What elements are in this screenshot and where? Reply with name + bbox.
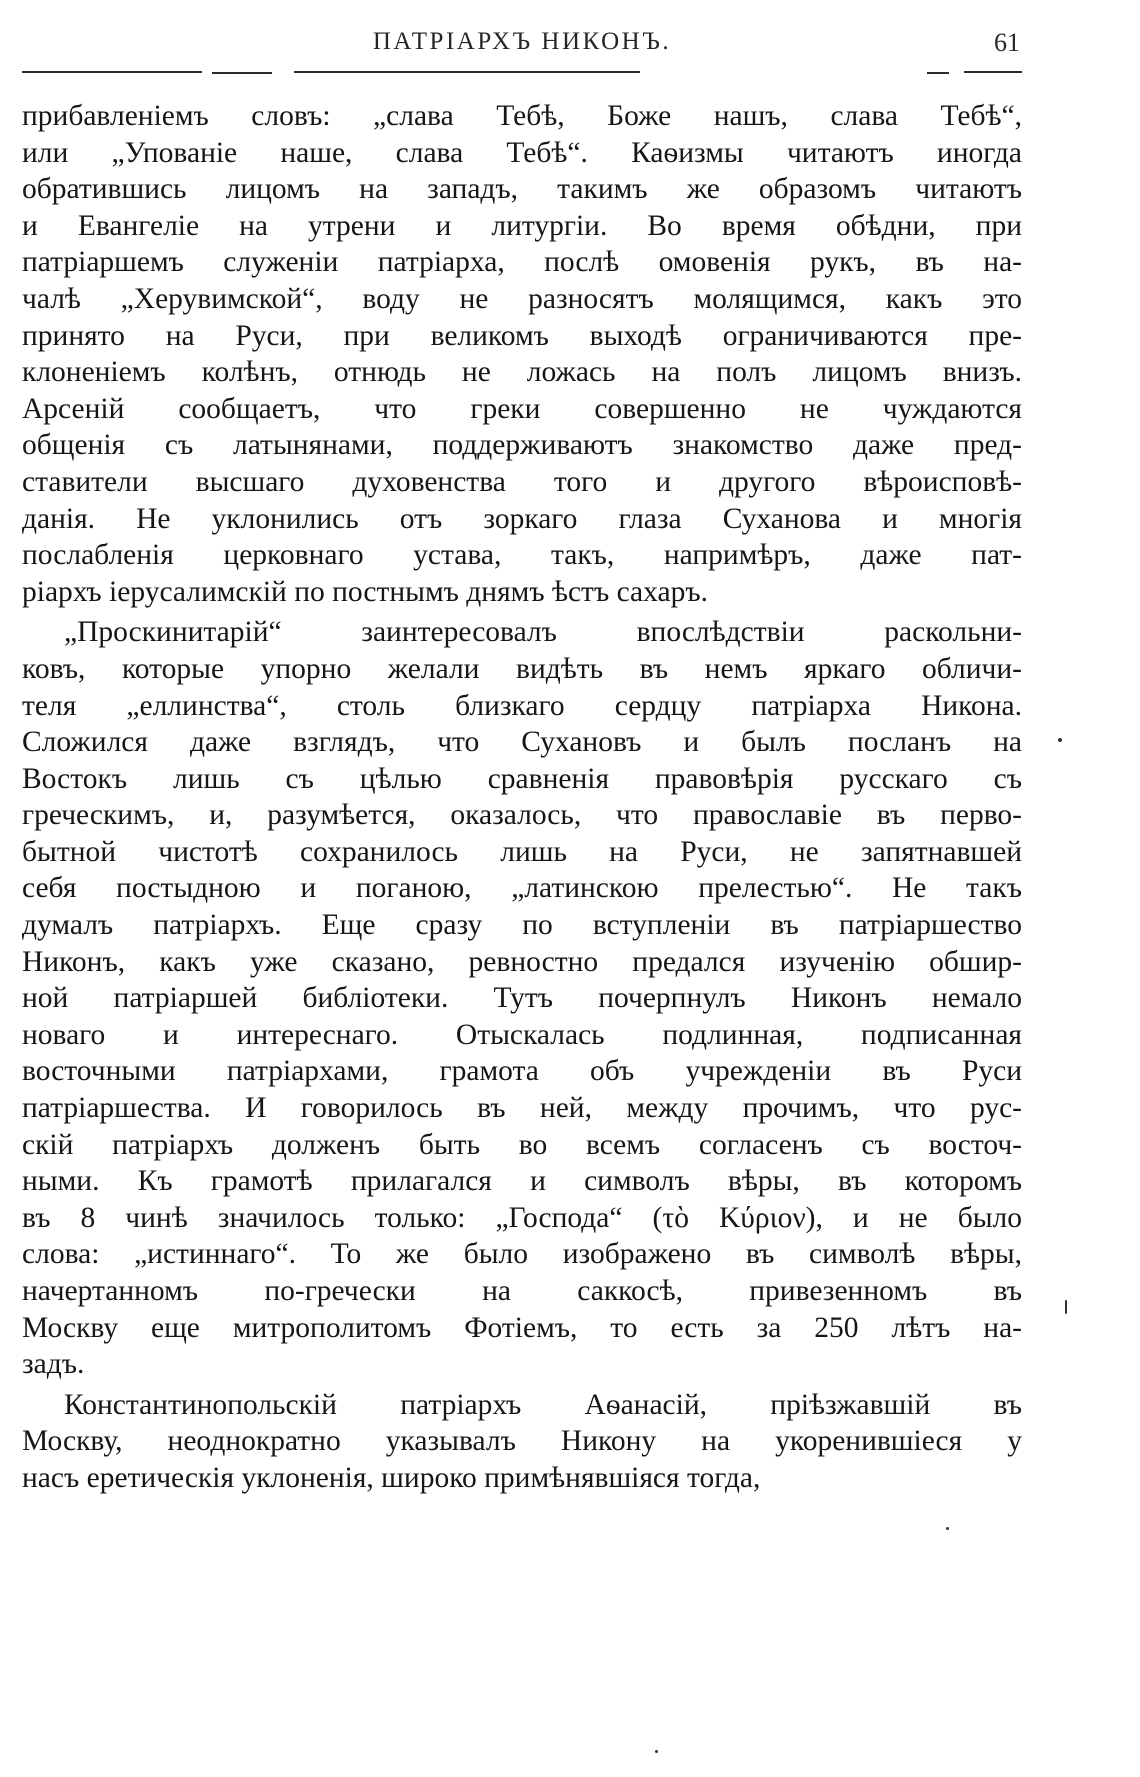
text-line: восточными патріархами, грамота объ учрежденіи въ Руси — [22, 1055, 1022, 1088]
text-line: патріаршества. И говорилось въ ней, между прочимъ, что рус- — [22, 1092, 1022, 1125]
running-title: ПАТРІАРХЪ НИКОНЪ. — [372, 28, 672, 55]
text-line: и Евангеліе на утрени и литургіи. Во время обѣдни, при — [22, 209, 1022, 242]
text-line: общенія съ латынянами, поддерживаютъ знакомство даже пред- — [22, 429, 1022, 462]
scan-speck — [655, 1750, 658, 1753]
text-line: ставители высшаго духовенства того и другого вѣроисповѣ- — [22, 465, 1022, 498]
text-line: Константинопольскій патріархъ Аѳанасій, пріѣзжавшій въ — [64, 1388, 1022, 1421]
text-line: Москву, неоднократно указывалъ Никону на укоренившіеся у — [22, 1425, 1022, 1458]
text-line: послабленія церковнаго устава, такъ, напримѣръ, даже пат- — [22, 539, 1022, 572]
page-number: 61 — [994, 28, 1020, 57]
text-line: задъ. — [22, 1348, 85, 1381]
scan-speck — [1058, 738, 1062, 742]
paragraph — [22, 1387, 1022, 1497]
body-text — [22, 98, 1022, 1497]
text-line: думалъ патріархъ. Еще сразу по вступленіи въ патріаршество — [22, 909, 1022, 942]
paragraph — [22, 614, 1022, 1382]
text-line: Никонъ, какъ уже сказано, ревностно предался изученію обшир- — [22, 945, 1022, 978]
text-line: прибавленіемъ словъ: „слава Тебѣ, Боже нашъ, слава Тебѣ“, — [22, 100, 1022, 132]
text-line: данія. Не уклонились отъ зоркаго глаза Суханова и многія — [22, 502, 1022, 535]
scan-speck — [1065, 1300, 1067, 1314]
text-line: ной патріаршей библіотеки. Тутъ почерпнулъ Никонъ немало — [22, 982, 1022, 1015]
text-line: себя постыдною и поганою, „латинскою прелестью“. Не такъ — [22, 872, 1022, 905]
text-line: Арсеній сообщаетъ, что греки совершенно не чуждаются — [22, 392, 1022, 425]
text-line: насъ еретическія уклоненія, широко примѣнявшіяся тогда, — [22, 1461, 761, 1494]
text-line: бытной чистотѣ сохранилось лишь на Руси, не запятнавшей — [22, 835, 1022, 868]
text-line: Москву еще митрополитомъ Фотіемъ, то есть за 250 лѣтъ на- — [22, 1311, 1022, 1344]
text-line: скій патріархъ долженъ быть во всемъ согласенъ съ восточ- — [22, 1128, 1022, 1161]
text-line: новаго и интереснаго. Отыскалась подлинная, подписанная — [22, 1018, 1022, 1051]
text-line: ными. Къ грамотѣ прилагался и символъ вѣры, въ которомъ — [22, 1165, 1022, 1198]
scan-speck — [946, 1527, 949, 1530]
text-line: или „Упованіе наше, слава Тебѣ“. Каѳизмы читаютъ иногда — [22, 136, 1022, 169]
text-line: Сложился даже взглядъ, что Сухановъ и былъ посланъ на — [22, 726, 1022, 759]
running-head — [22, 28, 1022, 68]
header-rule — [22, 71, 1022, 77]
text-line: чалѣ „Херувимской“, воду не разносятъ молящимся, какъ это — [22, 282, 1022, 315]
text-line: патріаршемъ служеніи патріарха, послѣ омовенія рукъ, въ на- — [22, 246, 1022, 279]
text-line: слова: „истиннаго“. То же было изображено въ символѣ вѣры, — [22, 1238, 1022, 1271]
text-line: обратившись лицомъ на западъ, такимъ же образомъ читаютъ — [22, 173, 1022, 206]
text-line: начертанномъ по-гречески на саккосѣ, привезенномъ въ — [22, 1275, 1022, 1307]
text-line: „Проскинитарій“ заинтересовалъ впослѣдствіи раскольни- — [64, 616, 1022, 649]
text-line: клоненіемъ колѣнъ, отнюдь не ложась на полъ лицомъ внизъ. — [22, 356, 1022, 389]
text-line: теля „еллинства“, столь близкаго сердцу патріарха Никона. — [22, 689, 1022, 722]
paragraph — [22, 98, 1022, 610]
text-line: ковъ, которые упорно желали видѣть въ немъ яркаго обличи- — [22, 652, 1022, 685]
text-line: принято на Руси, при великомъ выходѣ ограничиваются пре- — [22, 319, 1022, 352]
text-line: Востокъ лишь съ цѣлью сравненія правовѣрія русскаго съ — [22, 762, 1022, 795]
text-line: ріархъ іерусалимскій по постнымъ днямъ ѣстъ сахаръ. — [22, 575, 708, 608]
text-line: греческимъ, и, разумѣется, оказалось, что православіе въ перво- — [22, 799, 1022, 832]
text-line: въ 8 чинѣ значилось только: „Господа“ (τὸ Κύριον), и не было — [22, 1201, 1022, 1234]
